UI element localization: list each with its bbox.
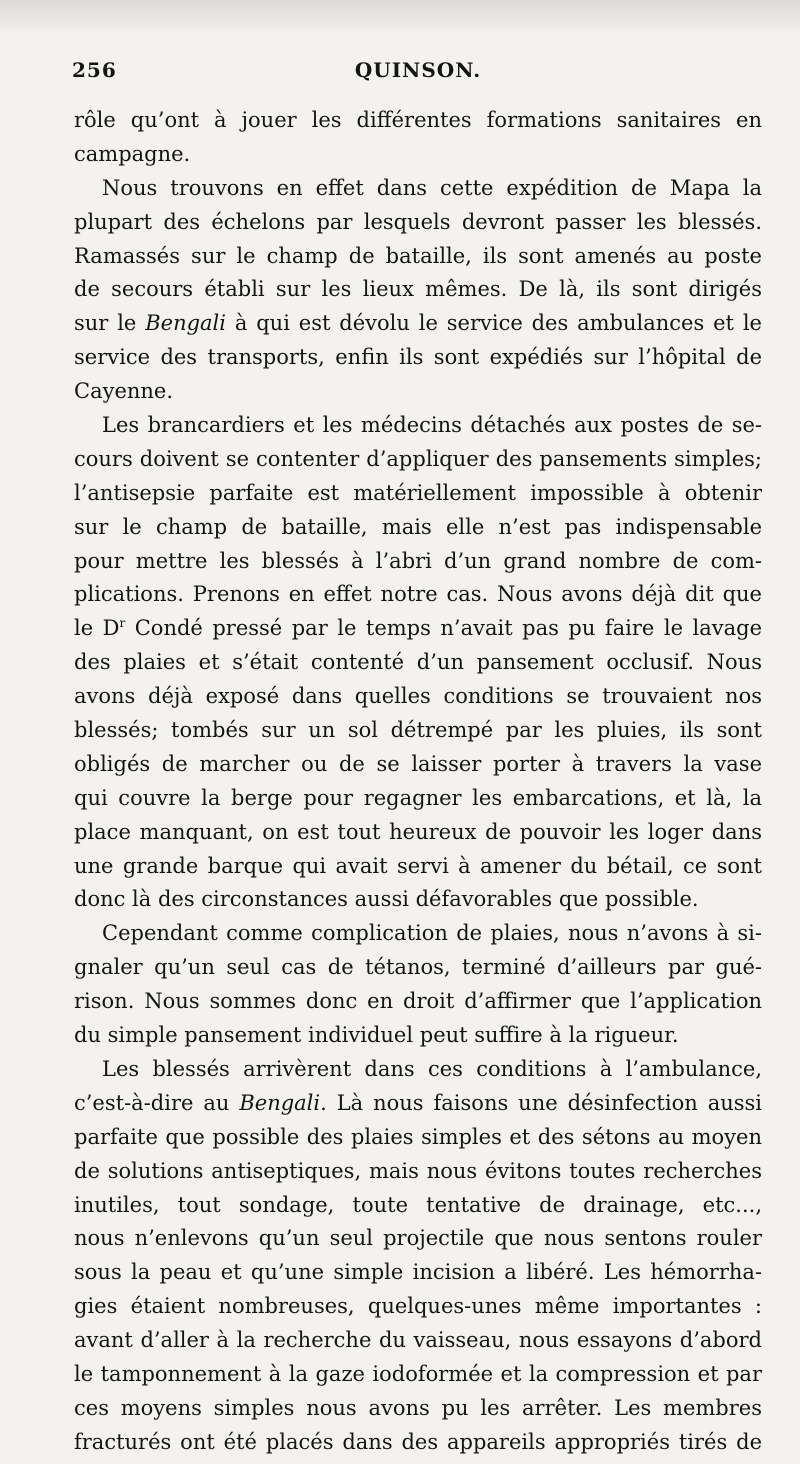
text-line (74, 206, 762, 240)
text-segment: fracturés ont été placés dans des appareils appropriés tirés de (74, 1429, 762, 1454)
text-line (74, 477, 762, 511)
text-segment: gies étaient nombreuses, quelques-unes même importantes : (74, 1294, 762, 1319)
text-segment: le D (74, 616, 120, 641)
text-segment: ces moyens simples nous avons pu les arrêter. Les membres (74, 1395, 762, 1420)
text-segment: à qui est dévolu le service des ambulances et le (225, 311, 762, 336)
text-line (74, 816, 762, 850)
text-line (74, 104, 762, 138)
text-line (74, 748, 762, 782)
text-line (74, 172, 762, 206)
text-line (74, 1392, 762, 1426)
text-segment: blessés; tombés sur un sol détrempé par les pluies, ils sont (74, 718, 762, 743)
text-line (74, 1426, 762, 1460)
text-line (74, 782, 762, 816)
text-segment: Nous trouvons en effet dans cette expédition de Mapa la (102, 175, 762, 200)
text-line (74, 1155, 762, 1189)
text-segment: . Là nous faisons une désinfection aussi (320, 1090, 762, 1115)
text-segment: une grande barque qui avait servi à amener du bétail, ce sont (74, 853, 762, 878)
text-line (74, 1053, 762, 1087)
text-segment: plications. Prenons en effet notre cas. Nous avons déjà dit que (74, 582, 762, 607)
text-line (74, 917, 762, 951)
text-line (74, 850, 762, 884)
text-segment: de secours établi sur les lieux mêmes. De là, ils sont dirigés (74, 277, 762, 302)
text-line (74, 409, 762, 443)
text-line (74, 240, 762, 274)
page-body (74, 104, 762, 1460)
text-segment: le tamponnement à la gaze iodoformée et la compression et par (74, 1361, 762, 1386)
text-segment: avons déjà exposé dans quelles conditions se trouvaient nos (74, 684, 762, 709)
text-segment: du simple pansement individuel peut suffire à la rigueur. (74, 1023, 679, 1048)
text-line (74, 307, 762, 341)
text-segment: Condé pressé par le temps n’avait pas pu faire le lavage (125, 616, 762, 641)
text-segment: Les brancardiers et les médecins détachés aux postes de se- (102, 413, 762, 438)
text-segment: Les blessés arrivèrent dans ces conditions à l’ambulance, (102, 1056, 762, 1081)
text-segment: cours doivent se contenter d’appliquer des pansements simples; (74, 446, 762, 471)
text-line (74, 578, 762, 612)
text-segment: pour mettre les blessés à l’abri d’un grand nombre de com- (74, 548, 762, 573)
text-line (74, 1324, 762, 1358)
text-segment: des plaies et s’était contenté d’un pansement occlusif. Nous (74, 650, 762, 675)
text-line (74, 1087, 762, 1121)
text-segment: gnaler qu’un seul cas de tétanos, terminé d’ailleurs par gué- (74, 955, 762, 980)
ship-name: Bengali (145, 311, 226, 336)
text-segment: nous n’enlevons qu’un seul projectile que nous sentons rouler (74, 1226, 762, 1251)
text-line (74, 1189, 762, 1223)
text-segment: rôle qu’ont à jouer les différentes formations sanitaires en (74, 108, 762, 132)
text-segment: sous la peau et qu’une simple incision a libéré. Les hémorrha- (74, 1260, 762, 1285)
page-number: 256 (72, 58, 117, 82)
text-segment: plupart des échelons par lesquels devront passer les blessés. (74, 209, 762, 234)
text-line (74, 341, 762, 375)
text-line (74, 1256, 762, 1290)
text-line (74, 511, 762, 545)
text-segment: sur le champ de bataille, mais elle n’est pas indispensable (74, 514, 762, 539)
text-line (74, 951, 762, 985)
text-line (74, 646, 762, 680)
text-segment: rison. Nous sommes donc en droit d’affirmer que l’application (74, 989, 762, 1014)
text-line (74, 1358, 762, 1392)
text-segment: inutiles, tout sondage, toute tentative de drainage, etc..., (74, 1192, 762, 1217)
superscript: r (119, 616, 126, 631)
text-line (74, 680, 762, 714)
text-line (74, 714, 762, 748)
text-segment: Ramassés sur le champ de bataille, ils sont amenés au poste (74, 243, 762, 268)
text-line (74, 1222, 762, 1256)
text-line (74, 1019, 762, 1053)
text-segment: Cependant comme complication de plaies, nous n’avons à si- (102, 921, 762, 946)
text-line (74, 883, 762, 917)
text-segment: obligés de marcher ou de se laisser porter à travers la vase (74, 751, 762, 776)
text-segment: donc là des circonstances aussi défavorables que possible. (74, 887, 699, 912)
text-segment: parfaite que possible des plaies simples et des sétons au moyen (74, 1124, 762, 1149)
text-segment: avant d’aller à la recherche du vaisseau, nous essayons d’abord (74, 1328, 762, 1353)
text-segment: c’est-à-dire au (74, 1090, 240, 1115)
text-segment: Cayenne. (74, 379, 174, 404)
text-segment: de solutions antiseptiques, mais nous évitons toutes recherches (74, 1158, 762, 1183)
text-segment: campagne. (74, 141, 191, 166)
text-line (74, 1121, 762, 1155)
text-line (74, 985, 762, 1019)
text-line (74, 273, 762, 307)
text-segment: place manquant, on est tout heureux de pouvoir les loger dans (74, 819, 762, 844)
text-line (74, 1290, 762, 1324)
text-line (74, 375, 762, 409)
text-line (74, 545, 762, 579)
text-segment: l’antisepsie parfaite est matériellement impossible à obtenir (74, 480, 762, 505)
text-line (74, 612, 762, 646)
text-segment: service des transports, enfin ils sont expédiés sur l’hôpital de (74, 345, 762, 370)
text-line (74, 138, 762, 172)
running-title: QUINSON. (354, 58, 482, 82)
text-segment: qui couvre la berge pour regagner les embarcations, et là, la (74, 785, 762, 810)
running-header (74, 58, 762, 88)
scan-edge (0, 0, 800, 34)
ship-name: Bengali (239, 1090, 321, 1115)
text-line (74, 443, 762, 477)
text-segment: sur le (74, 311, 146, 336)
